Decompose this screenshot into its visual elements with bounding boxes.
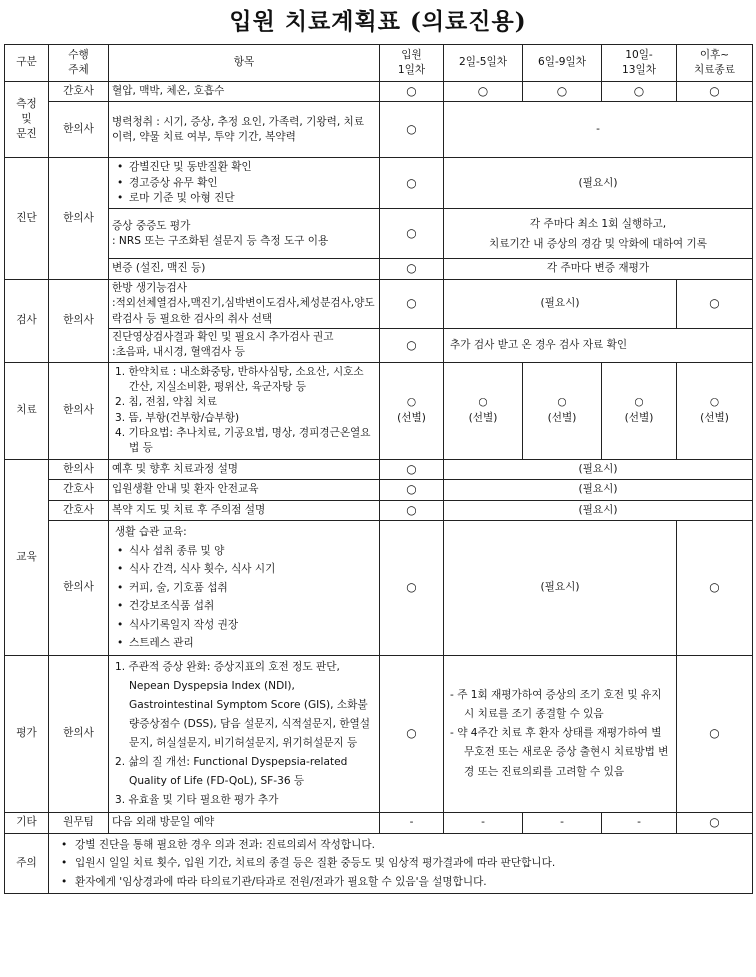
performer-doctor: 한의사 xyxy=(49,158,109,279)
dash-mark: - xyxy=(602,813,677,833)
circle-mark: ○ xyxy=(677,82,753,102)
circle-mark: ○ xyxy=(380,328,444,362)
item-differential-diagnosis: • 감별진단 및 동반질환 확인 • 경고증상 유무 확인 • 로마 기준 및 아형 진단 xyxy=(109,158,380,209)
circle-mark: ○ xyxy=(602,82,677,102)
performer-nurse: 간호사 xyxy=(49,480,109,500)
circle-selective: ○ (선별) xyxy=(523,362,602,459)
education-row-1 xyxy=(5,459,753,479)
performer-admin: 원무팀 xyxy=(49,813,109,833)
header-day1: 입원 1일차 xyxy=(380,45,444,82)
header-day10-13: 10일- 13일차 xyxy=(602,45,677,82)
dash-mark: - xyxy=(444,102,753,158)
category-evaluation: 평가 xyxy=(5,655,49,813)
circle-mark: ○ xyxy=(677,520,753,655)
performer-doctor: 한의사 xyxy=(49,520,109,655)
item-imaging-test: 진단영상검사결과 확인 및 필요시 추가검사 권고 :초음파, 내시경, 혈액검사 등 xyxy=(109,328,380,362)
circle-mark: ○ xyxy=(380,459,444,479)
category-exam: 검사 xyxy=(5,279,49,362)
note-weekly-eval: 각 주마다 최소 1회 실행하고, 치료기간 내 증상의 경감 및 악화에 대하여 기록 xyxy=(444,209,753,259)
circle-mark: ○ xyxy=(677,655,753,813)
note-as-needed: (필요시) xyxy=(444,459,753,479)
education-row-4 xyxy=(5,520,753,655)
circle-mark: ○ xyxy=(380,209,444,259)
item-functional-test: 한방 생기능검사 :적외선체열검사,맥진기,심박변이도검사,체성분검사,양도락검사 등 필요한 검사의 취사 선택 xyxy=(109,279,380,328)
caution-notes: • 강별 진단을 통해 필요한 경우 의과 전과: 진료의뢰서 작성합니다. • 입원시 일일 치료 횟수, 입원 기간, 치료의 종결 등은 질환 중등도 및 임상적 평가결과에 따라 판단합니다. • 환자에게 '임상경과에 따라 타의료기관/타과로 전원/전과가 필요할 수 있음'을 설명합니다. xyxy=(49,833,753,894)
header-performer: 수행 주체 xyxy=(49,45,109,82)
circle-mark: ○ xyxy=(380,500,444,520)
performer-doctor: 한의사 xyxy=(49,362,109,459)
circle-mark: ○ xyxy=(380,279,444,328)
exam-row-2 xyxy=(5,328,753,362)
circle-selective: ○ (선별) xyxy=(380,362,444,459)
dash-mark: - xyxy=(444,813,523,833)
header-category: 구분 xyxy=(5,45,49,82)
item-admission-guide: 입원생활 안내 및 환자 안전교육 xyxy=(109,480,380,500)
document-title: 입원 치료계획표 (의료진용) xyxy=(229,8,527,35)
performer-nurse: 간호사 xyxy=(49,500,109,520)
circle-mark: ○ xyxy=(380,520,444,655)
circle-mark: ○ xyxy=(380,158,444,209)
item-treatments: 1. 한약치료 : 내소화중탕, 반하사심탕, 소요산, 시호소간산, 지실소비환, 평위산, 육군자탕 등 2. 침, 전침, 약침 치료 3. 뜸, 부항(건부항/습부항) 4. 기타요법: 추나치료, 기공요법, 명상, 경피경근온열요법 등 xyxy=(109,362,380,459)
measure-row-1 xyxy=(5,82,753,102)
circle-mark: ○ xyxy=(380,82,444,102)
diagnosis-row-2 xyxy=(5,209,753,259)
exam-row-1 xyxy=(5,279,753,328)
diagnosis-row-3 xyxy=(5,259,753,279)
etc-row xyxy=(5,813,753,833)
circle-mark: ○ xyxy=(380,480,444,500)
performer-doctor: 한의사 xyxy=(49,655,109,813)
item-prognosis: 예후 및 향후 치료과정 설명 xyxy=(109,459,380,479)
evaluation-row xyxy=(5,655,753,813)
item-lifestyle-education: 생활 습관 교육: • 식사 섭취 종류 및 양 • 식사 간격, 식사 횟수, 식사 시기 • 커피, 술, 기호품 섭취 • 건강보조식품 섭취 • 식사기록일지 작성 권장 • 스트레스 관리 xyxy=(109,520,380,655)
measure-row-2 xyxy=(5,102,753,158)
category-measure: 측정 및 문진 xyxy=(5,82,49,158)
diagnosis-row-1 xyxy=(5,158,753,209)
performer-doctor: 한의사 xyxy=(49,459,109,479)
caution-row xyxy=(5,833,753,894)
note-weekly-pattern: 각 주마다 변증 재평가 xyxy=(444,259,753,279)
item-evaluation-tools: 1. 주관적 증상 완화: 증상지표의 호전 정도 판단, Nepean Dyspepsia Index (NDI), Gastrointestinal Symptom Score (GIS), 소화불량증상점수 (DSS), 담음 설문지, 식적설문지, 한열설문지, 허실설문지, 비기허설문지, 위기허설문지 등 2. 삶의 질 개선: Functional Dyspepsia-related Quality of Life (FD-QoL), SF-36 등 3. 유효율 및 기타 필요한 평가 추가 xyxy=(109,655,380,813)
circle-mark: ○ xyxy=(677,813,753,833)
note-as-needed: (필요시) xyxy=(444,500,753,520)
education-row-2 xyxy=(5,480,753,500)
treatment-row xyxy=(5,362,753,459)
circle-mark: ○ xyxy=(380,259,444,279)
circle-mark: ○ xyxy=(677,279,753,328)
circle-mark: ○ xyxy=(380,655,444,813)
category-caution: 주의 xyxy=(5,833,49,894)
circle-selective: ○ (선별) xyxy=(444,362,523,459)
header-item: 항목 xyxy=(109,45,380,82)
item-medication-guide: 복약 지도 및 치료 후 주의점 설명 xyxy=(109,500,380,520)
education-row-3 xyxy=(5,500,753,520)
dash-mark: - xyxy=(523,813,602,833)
item-history: 병력청취 : 시기, 증상, 추정 요인, 가족력, 기왕력, 치료 이력, 약물 치료 여부, 투약 기간, 복약력 xyxy=(109,102,380,158)
header-day2-5: 2일-5일차 xyxy=(444,45,523,82)
category-education: 교육 xyxy=(5,459,49,655)
note-as-needed: (필요시) xyxy=(444,480,753,500)
header-after: 이후~ 치료종료 xyxy=(677,45,753,82)
dash-mark: - xyxy=(380,813,444,833)
item-severity: 증상 중증도 평가 : NRS 또는 구조화된 설문지 등 측정 도구 이용 xyxy=(109,209,380,259)
note-as-needed: (필요시) xyxy=(444,158,753,209)
header-day6-9: 6일-9일차 xyxy=(523,45,602,82)
treatment-plan-table xyxy=(4,44,753,894)
note-as-needed: (필요시) xyxy=(444,279,677,328)
item-vitals: 혈압, 맥박, 체온, 호흡수 xyxy=(109,82,380,102)
circle-mark: ○ xyxy=(444,82,523,102)
circle-mark: ○ xyxy=(523,82,602,102)
circle-selective: ○ (선별) xyxy=(602,362,677,459)
performer-doctor: 한의사 xyxy=(49,279,109,362)
note-reevaluation: - 주 1회 재평가하여 증상의 조기 호전 및 유지 시 치료를 조기 종결할 수 있음 - 약 4주간 치료 후 환자 상태를 재평가하여 별무호전 또는 새로운 증상 출현시 치료방법 변경 또는 진료의뢰를 고려할 수 있음 xyxy=(444,655,677,813)
category-treatment: 치료 xyxy=(5,362,49,459)
header-row xyxy=(5,45,753,82)
note-as-needed: (필요시) xyxy=(444,520,677,655)
performer-doctor: 한의사 xyxy=(49,102,109,158)
category-etc: 기타 xyxy=(5,813,49,833)
circle-selective: ○ (선별) xyxy=(677,362,753,459)
note-extra-test: 추가 검사 받고 온 경우 검사 자료 확인 xyxy=(444,328,753,362)
category-diagnosis: 진단 xyxy=(5,158,49,279)
circle-mark: ○ xyxy=(380,102,444,158)
performer-nurse: 간호사 xyxy=(49,82,109,102)
item-pattern-identification: 변증 (설진, 맥진 등) xyxy=(109,259,380,279)
item-next-visit: 다음 외래 방문일 예약 xyxy=(109,813,380,833)
